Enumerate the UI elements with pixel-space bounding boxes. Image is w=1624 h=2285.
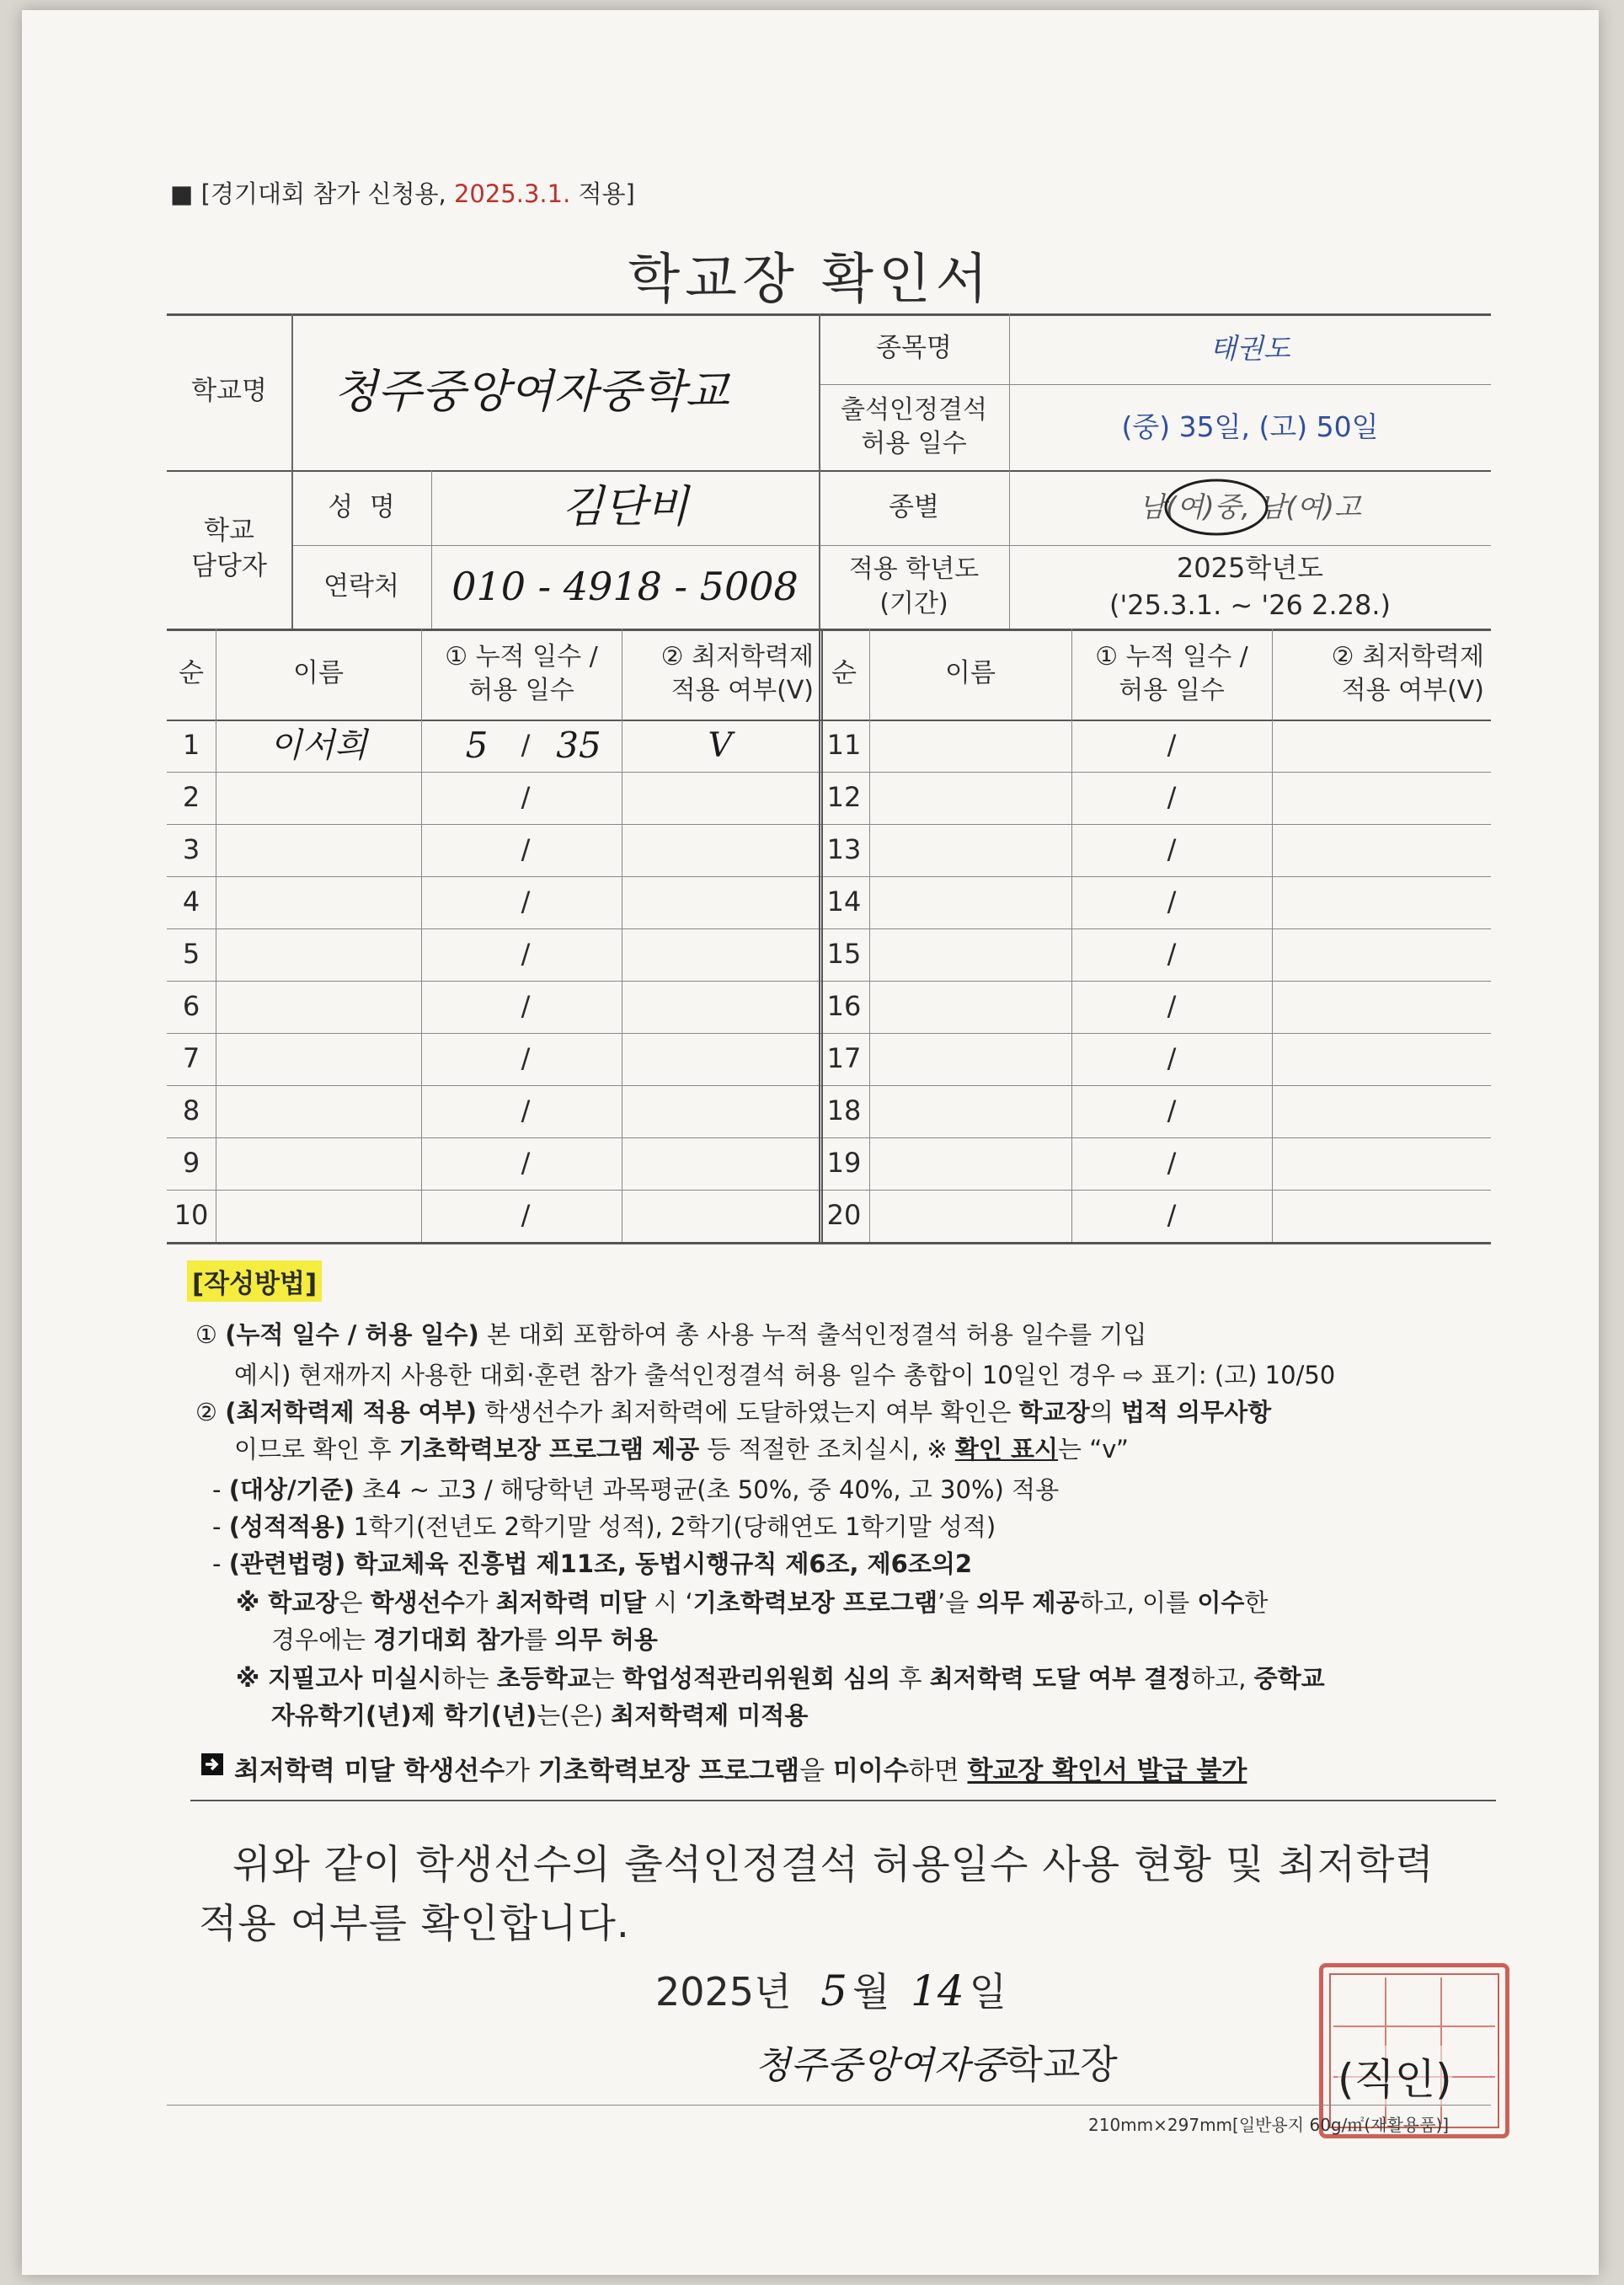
days-slash: /: [1167, 1094, 1177, 1127]
method-line: [195, 1394, 1271, 1428]
student-name: 이서희: [270, 726, 367, 765]
row-number: 11: [826, 729, 862, 762]
days-slash: /: [1167, 781, 1177, 814]
days-slash: /: [1167, 990, 1177, 1023]
page-title: 학교장 확인서: [628, 249, 993, 311]
row-number: 14: [826, 886, 862, 918]
method-text: 기초학력보장 프로그램: [537, 1756, 800, 1786]
min-academic-check: [622, 1033, 819, 1085]
col-header-min-right: [1272, 629, 1491, 720]
col-header-days-right: [1071, 629, 1272, 720]
min-academic-check: [622, 824, 819, 876]
school-handwritten-signature: 청주중앙여자중: [755, 2044, 1006, 2087]
allowance-label-line1: 출석인정결석: [841, 394, 987, 425]
col-header-no-left: 순: [179, 658, 204, 689]
method-text: 경우에는: [271, 1625, 374, 1654]
days-slash: /: [521, 1094, 531, 1127]
min-academic-check: [622, 876, 819, 928]
row-number: 6: [182, 990, 200, 1023]
days-allowed: [541, 876, 617, 928]
form-notice: [170, 175, 635, 210]
col-header-name-right: 이름: [945, 658, 996, 689]
min-academic-check: [622, 981, 819, 1033]
method-text: 학생선수가 최저학력에 도달하였는지 여부 확인은: [477, 1398, 1019, 1426]
method-line: [271, 1697, 808, 1731]
col-header-min-line2: 적용 여부(V): [670, 676, 814, 705]
method-text: 는 “v”: [1058, 1435, 1129, 1464]
principal-signature: [755, 2034, 1118, 2090]
method-line: [212, 1545, 972, 1580]
method-text: 학교장 확인서 발급 불가: [967, 1756, 1247, 1786]
min-academic-check: [622, 1190, 819, 1242]
method-text: 을: [799, 1756, 833, 1786]
notice-suffix: 적용]: [570, 179, 635, 208]
sport-label: 종목명: [876, 333, 952, 364]
manager-label: [167, 470, 291, 629]
col-header-min-line1: ② 최저학력제: [660, 641, 814, 672]
student-name: [216, 928, 421, 981]
principal-title: 학교장: [1005, 2042, 1118, 2087]
manager-label-line2: 담당자: [191, 551, 267, 581]
method-text: 중학교: [1253, 1664, 1325, 1693]
col-header-name-left: 이름: [293, 658, 344, 689]
school-label: 학교명: [191, 376, 267, 407]
days-slash: /: [521, 729, 531, 762]
days-slash: /: [521, 938, 531, 971]
manager-label-line1: 학교: [204, 516, 254, 547]
min-academic-check: [622, 928, 819, 981]
days-allowed: [541, 1085, 617, 1137]
method-text: ’을: [937, 1588, 977, 1617]
days-used: [451, 772, 502, 824]
notice-date: 2025.3.1.: [453, 179, 571, 208]
col-header-min-line1: ② 최저학력제: [1331, 641, 1484, 672]
method-text: 는: [590, 1664, 623, 1693]
student-name: [216, 876, 421, 928]
method-text: ※ 학교장: [236, 1588, 339, 1617]
method-text: 최저학력제 미적용: [611, 1701, 809, 1730]
days-used: [451, 981, 502, 1033]
paper-spec-footer: 210mm×297mm[일반용지 60g/㎡(재활용품)]: [1088, 2115, 1450, 2135]
method-text: 하고,: [1191, 1664, 1254, 1693]
method-heading: [작성방법]: [187, 1260, 322, 1302]
method-text: 법적 의무사항: [1120, 1398, 1272, 1426]
days-slash: /: [1167, 1042, 1177, 1075]
days-used: [451, 1190, 502, 1242]
student-name: [216, 1190, 421, 1242]
date-day-handwritten: 14: [911, 1967, 964, 2015]
method-text: 최저학력 미달: [495, 1588, 647, 1617]
days-allowed: [541, 1033, 617, 1085]
method-text: 초4 ~ 고3 / 해당학년 과목평균(초 50%, 중 40%, 고 30%) 적용: [354, 1475, 1060, 1504]
method-line: [234, 1357, 1335, 1391]
method-text: ※ 지필고사 미실시: [236, 1664, 442, 1693]
contact-label: 연락처: [323, 570, 399, 602]
col-header-days-line1: ① 누적 일수 /: [1095, 641, 1248, 672]
method-text: -: [212, 1549, 229, 1578]
days-slash: /: [1167, 886, 1177, 918]
method-line: [212, 1508, 996, 1543]
method-text: (관련법령) 학교체육 진흥법 제11조, 동법시행규칙 제6조, 제6조의2: [228, 1549, 973, 1578]
method-text: -: [212, 1512, 229, 1541]
method-text: 는(은): [537, 1701, 612, 1730]
days-slash: /: [521, 1147, 531, 1180]
min-academic-check: V: [708, 726, 733, 765]
method-text: 의: [1089, 1398, 1121, 1426]
method-line: [195, 1316, 1146, 1351]
days-slash: /: [1167, 1147, 1177, 1180]
row-number: 8: [182, 1094, 200, 1127]
seal-label: (직인): [1338, 2046, 1452, 2106]
allowance-label: [819, 384, 1009, 470]
contact-handwritten: 010 - 4918 - 5008: [451, 564, 799, 610]
method-text: (최저학력제 적용 여부): [225, 1398, 478, 1426]
row-number: 18: [826, 1094, 862, 1127]
method-text: (누적 일수 / 허용 일수): [225, 1320, 479, 1349]
method-line: [212, 1471, 1059, 1506]
min-academic-check: [622, 1137, 819, 1190]
days-slash: /: [521, 990, 531, 1023]
row-number: 19: [826, 1147, 862, 1180]
col-header-days-line2: 허용 일수: [468, 676, 574, 705]
method-text: 미이수: [832, 1756, 909, 1786]
row-number: 9: [182, 1147, 200, 1180]
method-text: 1학기(전년도 2학기말 성적), 2학기(당해연도 1학기말 성적): [345, 1512, 996, 1541]
student-name: [216, 1137, 421, 1190]
method-text: 가: [505, 1756, 538, 1786]
col-header-min-left: [622, 629, 819, 720]
document-page: [22, 10, 1599, 2275]
min-academic-check: [622, 772, 819, 824]
days-used: [451, 1085, 502, 1137]
method-text: 가: [464, 1588, 496, 1617]
student-name: [216, 772, 421, 824]
days-slash: /: [1167, 1199, 1177, 1232]
method-text: 하면: [908, 1756, 968, 1786]
days-slash: /: [521, 781, 531, 814]
method-text: 예시) 현재까지 사용한 대회·훈련 참가 출석인정결석 허용 일수 총합이 10일인 경우 ⇨ 표기: (고) 10/50: [234, 1361, 1336, 1389]
method-text: 경기대회 참가: [373, 1625, 524, 1654]
method-line: [234, 1749, 1247, 1787]
row-number: 4: [182, 886, 200, 918]
method-text: 학교장: [1018, 1398, 1090, 1426]
gender-label: 종별: [889, 491, 939, 522]
row-number: 10: [174, 1199, 209, 1232]
col-header-no-right: 순: [831, 658, 857, 689]
method-text: 은: [339, 1588, 371, 1617]
row-number: 2: [182, 781, 200, 814]
method-text: 본 대회 포함하여 총 사용 누적 출석인정결석 허용 일수를 기입: [478, 1320, 1147, 1349]
method-text: 후: [890, 1664, 930, 1693]
method-text: 이므로 확인 후: [234, 1435, 399, 1464]
method-text: 학업성적관리위원회 심의: [622, 1664, 891, 1693]
col-header-days-left: [421, 629, 622, 720]
method-text: 학생선수: [370, 1588, 465, 1617]
year-label: [819, 545, 1009, 629]
days-used: [451, 876, 502, 928]
method-text: 기초학력보장 프로그램: [692, 1588, 938, 1617]
days-allowed: [541, 772, 617, 824]
row-number: 15: [826, 938, 862, 971]
method-line: [234, 1431, 1129, 1465]
confirmation-line1: 위와 같이 학생선수의 출석인정결석 허용일수 사용 현황 및 최저학력: [232, 1842, 1434, 1888]
method-text: 하는: [441, 1664, 497, 1693]
student-name: [216, 824, 421, 876]
row-number: 5: [182, 938, 200, 971]
days-allowed: [541, 928, 617, 981]
date-day-unit: 일: [969, 1969, 1007, 2015]
row-number: 17: [826, 1042, 862, 1075]
method-text: ②: [195, 1398, 226, 1426]
year-label-line1: 적용 학년도: [848, 554, 980, 584]
days-used: 5: [465, 724, 489, 766]
row-number: 16: [826, 990, 862, 1023]
days-used: [451, 1033, 502, 1085]
min-academic-check: [622, 1085, 819, 1137]
row-number: 1: [182, 729, 200, 762]
method-text: 확인 표시: [954, 1435, 1059, 1464]
days-slash: /: [1167, 938, 1177, 971]
row-number: 20: [826, 1199, 862, 1232]
confirmation-line2: 적용 여부를 확인합니다.: [199, 1901, 630, 1947]
method-text: 하고, 이를: [1079, 1588, 1198, 1617]
allowance-value: (중) 35일, (고) 50일: [1121, 409, 1379, 443]
year-value: [1009, 545, 1491, 629]
row-number: 3: [182, 833, 200, 866]
row-number: 13: [826, 833, 862, 866]
allowance-label-line2: 허용 일수: [861, 429, 967, 458]
method-text: 를: [523, 1625, 555, 1654]
days-allowed: 35: [556, 724, 601, 766]
method-text: 시 ‘: [646, 1588, 693, 1617]
sport-value: 태권도: [1210, 331, 1290, 365]
notice-prefix: ■ [경기대회 참가 신청용,: [170, 179, 454, 208]
col-header-days-line2: 허용 일수: [1119, 676, 1225, 705]
days-slash: /: [1167, 729, 1177, 762]
method-text: 의무 제공: [976, 1588, 1080, 1617]
method-text: 기초학력보장 프로그램 제공: [398, 1435, 700, 1464]
student-name: [216, 981, 421, 1033]
method-text: (대상/기준): [228, 1475, 355, 1504]
year-value-main: 2025학년도: [1176, 552, 1324, 585]
method-text: 최저학력 도달 여부 결정: [929, 1664, 1192, 1693]
date-month-unit: 월: [852, 1969, 890, 2015]
method-text: (성적적용): [228, 1512, 346, 1541]
days-slash: /: [521, 1199, 531, 1232]
method-text: 자유학기(년)제 학기(년): [271, 1701, 537, 1730]
year-period: ('25.3.1. ~ '26 2.28.): [1109, 588, 1391, 621]
col-header-days-line1: ① 누적 일수 /: [445, 641, 598, 672]
days-slash: /: [521, 1042, 531, 1075]
method-text: 이수: [1197, 1588, 1245, 1617]
year-label-line2: (기간): [879, 588, 948, 618]
issue-date: [655, 1961, 1007, 2017]
method-text: 초등학교: [496, 1664, 591, 1693]
days-allowed: [541, 824, 617, 876]
row-number: 12: [826, 781, 862, 814]
student-name: [216, 1033, 421, 1085]
method-line: [271, 1621, 658, 1656]
days-slash: /: [1167, 833, 1177, 866]
gender-options: 남(여)중, 남(여)고: [1139, 490, 1361, 524]
method-text: 의무 허용: [554, 1625, 658, 1654]
days-used: [451, 928, 502, 981]
method-text: 최저학력 미달 학생선수: [234, 1756, 505, 1786]
days-used: [451, 824, 502, 876]
student-name: [216, 1085, 421, 1137]
col-header-min-line2: 적용 여부(V): [1341, 676, 1484, 705]
date-month-handwritten: 5: [820, 1967, 847, 2015]
arrow-box-icon: [200, 1753, 224, 1776]
method-text: -: [212, 1475, 229, 1504]
method-text: ①: [195, 1320, 226, 1349]
method-text: 등 적절한 조치실시, ※: [699, 1435, 955, 1464]
method-text: 한: [1244, 1588, 1269, 1617]
method-line: [236, 1660, 1325, 1694]
days-allowed: [541, 981, 617, 1033]
method-line: [236, 1584, 1268, 1619]
days-slash: /: [521, 886, 531, 918]
days-used: [451, 1137, 502, 1190]
days-allowed: [541, 1190, 617, 1242]
days-slash: /: [521, 833, 531, 866]
school-name-handwritten: 청주중앙여자중학교: [334, 364, 729, 418]
manager-name-handwritten: 김단비: [561, 482, 689, 533]
row-number: 7: [182, 1042, 200, 1075]
date-year: 2025년: [655, 1969, 792, 2015]
manager-name-label: 성 명: [328, 491, 395, 522]
days-allowed: [541, 1137, 617, 1190]
gender-circle-mark: [1159, 475, 1277, 543]
